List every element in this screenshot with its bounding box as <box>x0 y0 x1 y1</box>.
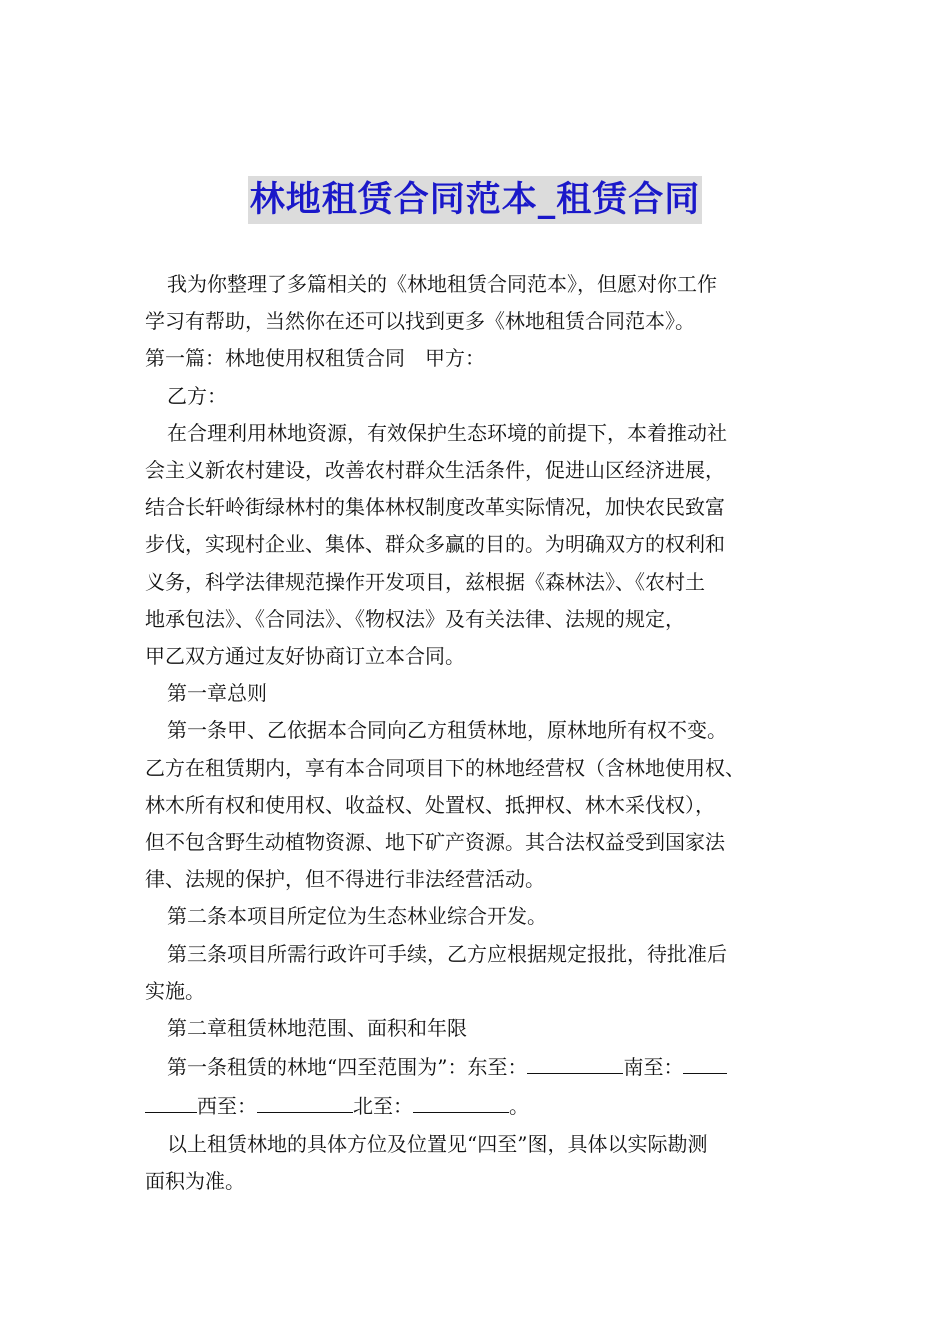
paragraph-line: 甲乙双方通过友好协商订立本合同。 <box>145 644 465 669</box>
north-blank <box>413 1086 509 1113</box>
south-blank-start <box>683 1047 727 1074</box>
boundary-line-1 <box>145 1047 815 1086</box>
paragraph-line: 但不包含野生动植物资源、地下矿产资源。其合法权益受到国家法 <box>145 830 725 855</box>
paragraph-line: 学习有帮助，当然你在还可以找到更多《林地租赁合同范本》。 <box>145 309 695 334</box>
paragraph-line: 林木所有权和使用权、收益权、处置权、抵押权、林木采伐权）， <box>145 792 715 817</box>
paragraph-line: 乙方： <box>167 383 227 408</box>
paragraph-line: 第三条项目所需行政许可手续，乙方应根据规定报批，待批准后 <box>167 941 727 966</box>
title-container <box>0 176 950 224</box>
chapter-heading: 第二章租赁林地范围、面积和年限 <box>167 1016 467 1041</box>
paragraph-line: 在合理利用林地资源，有效保护生态环境的前提下，本着推动社 <box>167 420 727 445</box>
south-blank-end <box>145 1086 197 1113</box>
paragraph-line: 会主义新农村建设，改善农村群众生活条件，促进山区经济进展， <box>145 458 725 483</box>
paragraph-line: 第一篇：林地使用权租赁合同 甲方： <box>145 346 485 371</box>
paragraph-line: 实施。 <box>145 978 205 1003</box>
paragraph-line: 步伐，实现村企业、集体、群众多赢的目的。为明确双方的权利和 <box>145 532 725 557</box>
paragraph-line: 以上租赁林地的具体方位及位置见“四至”图，具体以实际勘测 <box>167 1131 708 1156</box>
chapter-heading: 第一章总则 <box>167 681 267 706</box>
boundary-prefix: 第一条租赁的林地“四至范围为”：东至： <box>167 1055 528 1080</box>
paragraph-line: 律、法规的保护，但不得进行非法经营活动。 <box>145 867 545 892</box>
paragraph-line: 结合长轩岭街绿林村的集体林权制度改革实际情况，加快农民致富 <box>145 495 725 520</box>
west-blank <box>257 1086 353 1113</box>
paragraph-line: 乙方在租赁期内，享有本合同项目下的林地经营权（含林地使用权、 <box>145 755 745 780</box>
document-body <box>145 266 815 1200</box>
paragraph-line: 面积为准。 <box>145 1168 245 1193</box>
document-title: 林地租赁合同范本_租赁合同 <box>248 176 703 224</box>
paragraph-line: 义务，科学法律规范操作开发项目，兹根据《森林法》、《农村土 <box>145 569 705 594</box>
west-label: 西至： <box>197 1094 257 1119</box>
paragraph-line: 地承包法》、《合同法》、《物权法》及有关法律、法规的规定， <box>145 606 685 631</box>
south-label: 南至： <box>623 1055 684 1080</box>
line-end-mark: 。 <box>509 1094 529 1119</box>
paragraph-line: 我为你整理了多篇相关的《林地租赁合同范本》，但愿对你工作 <box>167 272 717 296</box>
boundary-line-2 <box>145 1086 815 1125</box>
north-label: 北至： <box>353 1094 413 1119</box>
east-blank <box>527 1047 623 1074</box>
paragraph-line: 第一条甲、乙依据本合同向乙方租赁林地，原林地所有权不变。 <box>167 718 727 743</box>
paragraph-line: 第二条本项目所定位为生态林业综合开发。 <box>167 904 547 929</box>
